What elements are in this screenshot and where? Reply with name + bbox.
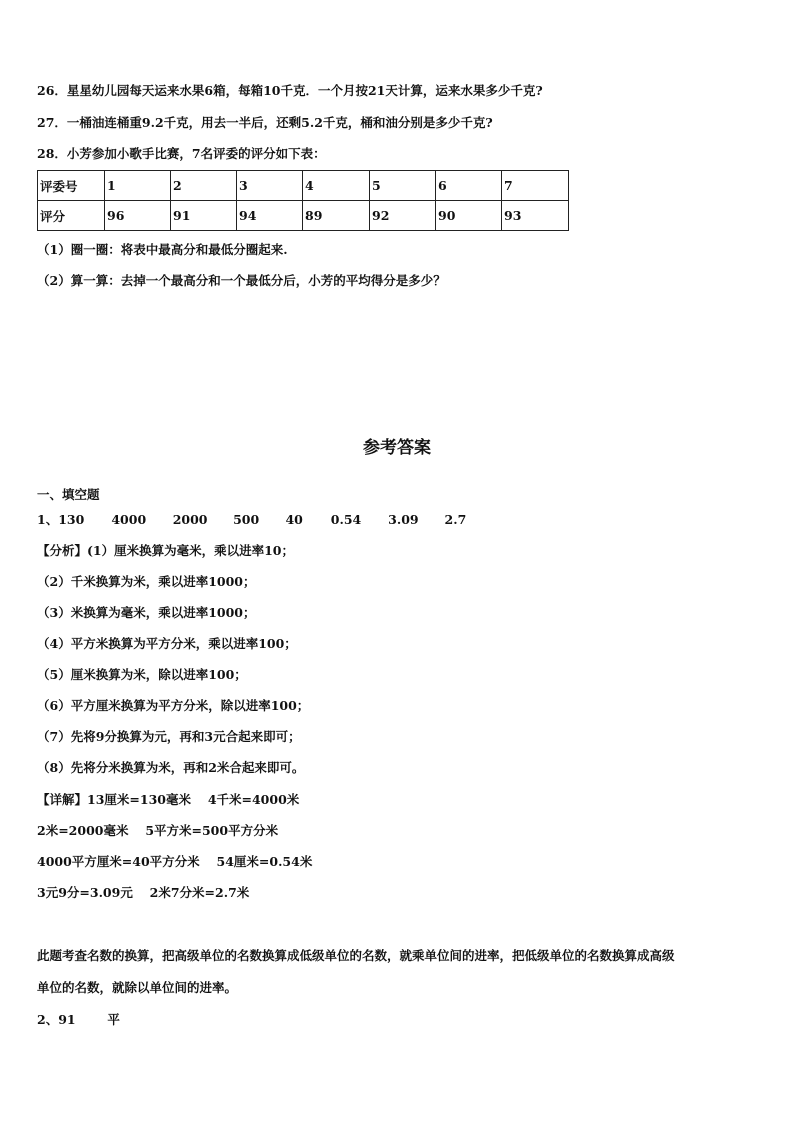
answer-2-label: 2、91 xyxy=(37,1012,76,1027)
answer-1-value: 500 xyxy=(233,512,260,527)
judge-number-cell: 4 xyxy=(303,171,370,201)
judge-number-cell: 2 xyxy=(171,171,237,201)
analysis-line: （8）先将分米换算为米，再和2米合起来即可。 xyxy=(37,760,305,775)
judge-number-cell: 5 xyxy=(370,171,436,201)
score-header: 评分 xyxy=(38,201,105,231)
section-heading: 一、填空题 xyxy=(37,487,100,502)
question-26: 26．星星幼儿园每天运来水果6箱，每箱10千克．一个月按21天计算，运来水果多少千克? xyxy=(37,83,543,98)
question-28-part-2: （2）算一算：去掉一个最高分和一个最低分后，小芳的平均得分是多少？ xyxy=(37,273,446,288)
score-cell: 91 xyxy=(171,201,237,231)
answer-1-value: 40 xyxy=(285,512,303,527)
answer-1-value: 0.54 xyxy=(330,512,362,527)
analysis-line: （3）米换算为毫米，乘以进率1000； xyxy=(37,605,256,620)
analysis-line: （6）平方厘米换算为平方分米，除以进率100； xyxy=(37,698,310,713)
question-28-part-1: （1）圈一圈：将表中最高分和最低分圈起来. xyxy=(37,242,288,257)
judge-number-header: 评委号 xyxy=(38,171,105,201)
judge-number-cell: 1 xyxy=(105,171,171,201)
judge-number-cell: 7 xyxy=(502,171,569,201)
judge-number-row xyxy=(38,171,569,201)
answer-1-value: 2000 xyxy=(172,512,208,527)
analysis-line: （2）千米换算为米，乘以进率1000； xyxy=(37,574,256,589)
score-cell: 93 xyxy=(502,201,569,231)
score-cell: 96 xyxy=(105,201,171,231)
answer-1-value: 4000 xyxy=(111,512,147,527)
judge-number-cell: 3 xyxy=(237,171,303,201)
analysis-line: 【分析】(1）厘米换算为毫米，乘以进率10； xyxy=(37,543,295,558)
score-cell: 90 xyxy=(436,201,502,231)
answer-2 xyxy=(37,1012,120,1028)
detail-line: 【详解】13厘米=130毫米 4千米=4000米 xyxy=(37,792,300,807)
question-28: 28．小芳参加小歌手比赛，7名评委的评分如下表： xyxy=(37,146,326,161)
analysis-line: （5）厘米换算为米，除以进率100； xyxy=(37,667,247,682)
question-27: 27．一桶油连桶重9.2千克，用去一半后，还剩5.2千克，桶和油分别是多少千克? xyxy=(37,115,493,130)
answer-1-value: 3.09 xyxy=(388,512,419,527)
answer-2-value: 平 xyxy=(107,1012,120,1027)
score-cell: 89 xyxy=(303,201,370,231)
score-cell: 92 xyxy=(370,201,436,231)
score-cell: 94 xyxy=(237,201,303,231)
answer-key-title: 参考答案 xyxy=(363,438,431,458)
detail-line: 3元9分=3.09元 2米7分米=2.7米 xyxy=(37,885,250,900)
summary-line: 单位的名数，就除以单位间的进率。 xyxy=(37,980,238,995)
score-table xyxy=(37,170,569,231)
answer-1-label: 1、130 xyxy=(37,512,85,527)
answer-1-values xyxy=(37,512,466,528)
summary-line: 此题考查名数的换算，把高级单位的名数换算成低级单位的名数，就乘单位间的进率，把低级单位的名数换算成高级 xyxy=(37,948,675,963)
detail-line: 4000平方厘米=40平方分米 54厘米=0.54米 xyxy=(37,854,313,869)
detail-line: 2米=2000毫米 5平方米=500平方分米 xyxy=(37,823,279,838)
score-row xyxy=(38,201,569,231)
judge-number-cell: 6 xyxy=(436,171,502,201)
analysis-line: （7）先将9分换算为元，再和3元合起来即可； xyxy=(37,729,301,744)
analysis-line: （4）平方米换算为平方分米，乘以进率100； xyxy=(37,636,297,651)
answer-1-value: 2.7 xyxy=(444,512,467,527)
